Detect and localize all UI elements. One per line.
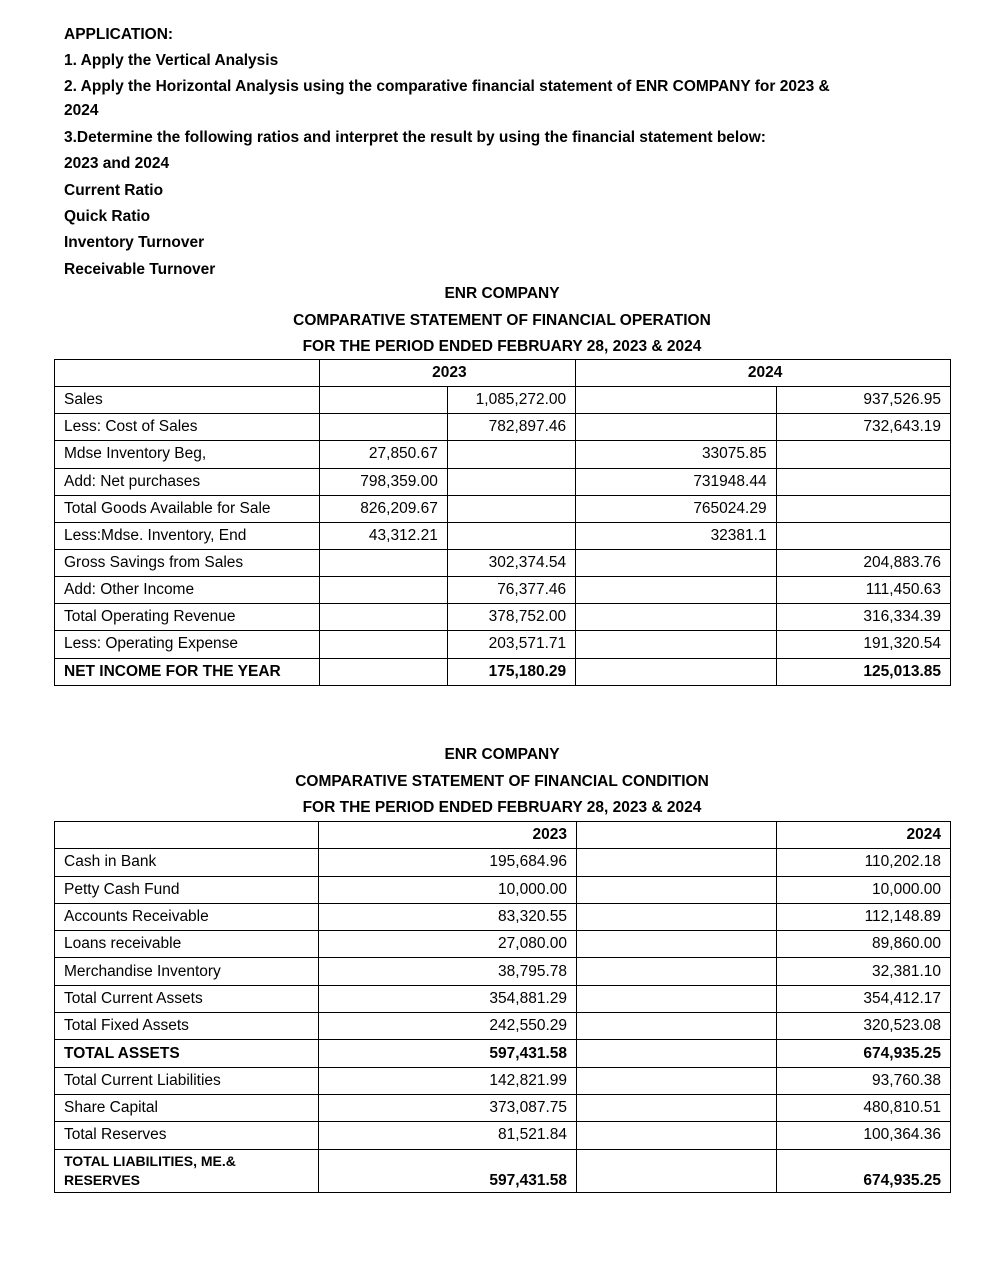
value-2024-detail: 33075.85 — [576, 441, 776, 468]
value-2023: 597,431.58 — [319, 1149, 577, 1192]
value-2024: 10,000.00 — [777, 876, 951, 903]
value-2023-total — [447, 522, 575, 549]
row-label: NET INCOME FOR THE YEAR — [55, 658, 320, 685]
value-2024-detail: 731948.44 — [576, 468, 776, 495]
header-blank — [55, 360, 320, 387]
operation-period: FOR THE PERIOD ENDED FEBRUARY 28, 2023 & 2024 — [302, 338, 702, 355]
condition-table — [54, 821, 951, 1193]
table-row — [55, 1067, 951, 1094]
value-2024-detail — [576, 414, 776, 441]
row-label: Add: Net purchases — [55, 468, 320, 495]
blank-cell — [577, 1013, 777, 1040]
condition-title: COMPARATIVE STATEMENT OF FINANCIAL CONDITION — [295, 772, 709, 790]
value-2023: 27,080.00 — [319, 931, 577, 958]
blank-cell — [577, 849, 777, 876]
table-row — [55, 604, 951, 631]
value-2024-detail — [576, 577, 776, 604]
value-2024-total: 316,334.39 — [776, 604, 950, 631]
value-2023-total — [447, 495, 575, 522]
instruction-1: 1. Apply the Vertical Analysis — [64, 52, 279, 70]
value-2024: 674,935.25 — [777, 1040, 951, 1067]
value-2024-total — [776, 468, 950, 495]
table-row — [55, 495, 951, 522]
blank-cell — [577, 958, 777, 985]
value-2024-detail: 32381.1 — [576, 522, 776, 549]
value-2023-detail — [319, 414, 447, 441]
ratio-receivable-turnover: Receivable Turnover — [64, 260, 216, 278]
row-label: Petty Cash Fund — [55, 876, 319, 903]
row-label: Cash in Bank — [55, 849, 319, 876]
value-2024-total: 191,320.54 — [776, 631, 950, 658]
value-2024: 89,860.00 — [777, 931, 951, 958]
table-row — [55, 1013, 951, 1040]
row-label: Total Current Assets — [55, 985, 319, 1012]
row-label: Gross Savings from Sales — [55, 549, 320, 576]
condition-header-row — [55, 822, 951, 849]
ratio-quick: Quick Ratio — [64, 208, 151, 226]
instructions — [64, 22, 944, 283]
ratio-current: Current Ratio — [64, 181, 164, 199]
value-2024: 112,148.89 — [777, 903, 951, 930]
table-row — [55, 631, 951, 658]
value-2023-detail: 43,312.21 — [319, 522, 447, 549]
value-2023-total: 203,571.71 — [447, 631, 575, 658]
table-row — [55, 468, 951, 495]
blank-cell — [577, 931, 777, 958]
table-row — [55, 414, 951, 441]
value-2024-total: 125,013.85 — [776, 658, 950, 685]
condition-year-2023: 2023 — [319, 822, 577, 849]
row-label: Total Reserves — [55, 1122, 319, 1149]
blank-cell — [577, 985, 777, 1012]
value-2024: 480,810.51 — [777, 1094, 951, 1121]
row-label: Less:Mdse. Inventory, End — [55, 522, 320, 549]
blank-cell — [577, 1094, 777, 1121]
row-label: Share Capital — [55, 1094, 319, 1121]
value-2023: 242,550.29 — [319, 1013, 577, 1040]
row-label: Accounts Receivable — [55, 903, 319, 930]
operation-year-2024: 2024 — [576, 360, 951, 387]
row-label: Total Operating Revenue — [55, 604, 320, 631]
value-2023: 354,881.29 — [319, 985, 577, 1012]
instruction-years: 2023 and 2024 — [64, 155, 170, 173]
value-2023: 83,320.55 — [319, 903, 577, 930]
blank-cell — [577, 903, 777, 930]
blank-cell — [577, 1149, 777, 1192]
value-2024-total — [776, 441, 950, 468]
table-row — [55, 441, 951, 468]
table-row — [55, 387, 951, 414]
row-label: Total Current Liabilities — [55, 1067, 319, 1094]
table-row — [55, 549, 951, 576]
condition-heading — [0, 742, 1000, 822]
condition-company-name: ENR COMPANY — [444, 746, 560, 763]
value-2024: 354,412.17 — [777, 985, 951, 1012]
instruction-2-line-b: 2024 — [64, 101, 99, 119]
header-blank — [577, 822, 777, 849]
value-2024-detail — [576, 604, 776, 631]
blank-cell — [577, 1067, 777, 1094]
table-row — [55, 985, 951, 1012]
value-2023-total: 302,374.54 — [447, 549, 575, 576]
table-row — [55, 903, 951, 930]
table-row — [55, 849, 951, 876]
value-2023-detail: 826,209.67 — [319, 495, 447, 522]
operation-company-name: ENR COMPANY — [444, 285, 560, 302]
table-row — [55, 1149, 951, 1192]
value-2023: 597,431.58 — [319, 1040, 577, 1067]
value-2023-total — [447, 468, 575, 495]
value-2024-detail — [576, 387, 776, 414]
operation-table — [54, 359, 951, 686]
value-2024-detail — [576, 549, 776, 576]
operation-year-2023: 2023 — [319, 360, 576, 387]
operation-header-row — [55, 360, 951, 387]
row-label: TOTAL ASSETS — [55, 1040, 319, 1067]
value-2023: 373,087.75 — [319, 1094, 577, 1121]
instruction-3: 3.Determine the following ratios and interpret the result by using the financial statement below: — [64, 128, 766, 146]
application-title: APPLICATION: — [64, 26, 174, 43]
value-2023-detail: 27,850.67 — [319, 441, 447, 468]
header-blank — [55, 822, 319, 849]
row-label: Total Goods Available for Sale — [55, 495, 320, 522]
value-2024: 110,202.18 — [777, 849, 951, 876]
value-2023-total: 175,180.29 — [447, 658, 575, 685]
value-2024-total — [776, 522, 950, 549]
value-2023-detail — [319, 604, 447, 631]
value-2023-detail — [319, 387, 447, 414]
value-2023-detail — [319, 658, 447, 685]
row-label: Less: Cost of Sales — [55, 414, 320, 441]
value-2023: 195,684.96 — [319, 849, 577, 876]
value-2024: 674,935.25 — [777, 1149, 951, 1192]
row-label: Sales — [55, 387, 320, 414]
value-2024-detail: 765024.29 — [576, 495, 776, 522]
value-2023-detail — [319, 577, 447, 604]
value-2023: 10,000.00 — [319, 876, 577, 903]
table-row — [55, 522, 951, 549]
value-2024-detail — [576, 631, 776, 658]
value-2024: 93,760.38 — [777, 1067, 951, 1094]
value-2023-total: 1,085,272.00 — [447, 387, 575, 414]
instruction-2-line-a: 2. Apply the Horizontal Analysis using the comparative financial statement of ENR COMPANY for 2023 & — [64, 77, 830, 95]
value-2023: 142,821.99 — [319, 1067, 577, 1094]
value-2024-total: 111,450.63 — [776, 577, 950, 604]
row-label: Add: Other Income — [55, 577, 320, 604]
row-label-line-2: RESERVES — [64, 1171, 140, 1188]
blank-cell — [577, 1122, 777, 1149]
condition-period: FOR THE PERIOD ENDED FEBRUARY 28, 2023 & 2024 — [302, 799, 702, 816]
value-2023-detail — [319, 549, 447, 576]
value-2024: 32,381.10 — [777, 958, 951, 985]
row-label: Merchandise Inventory — [55, 958, 319, 985]
value-2023-total: 76,377.46 — [447, 577, 575, 604]
condition-year-2024: 2024 — [777, 822, 951, 849]
instruction-2 — [64, 75, 944, 123]
ratio-inventory-turnover: Inventory Turnover — [64, 234, 205, 252]
row-label-line-1: TOTAL LIABILITIES, ME.& — [64, 1152, 236, 1169]
value-2023: 81,521.84 — [319, 1122, 577, 1149]
value-2024-detail — [576, 658, 776, 685]
operation-title: COMPARATIVE STATEMENT OF FINANCIAL OPERATION — [293, 311, 711, 329]
table-row — [55, 658, 951, 685]
blank-cell — [577, 1040, 777, 1067]
value-2023-detail — [319, 631, 447, 658]
table-row — [55, 876, 951, 903]
value-2023-total: 378,752.00 — [447, 604, 575, 631]
value-2024-total: 732,643.19 — [776, 414, 950, 441]
value-2024-total: 937,526.95 — [776, 387, 950, 414]
value-2023-total — [447, 441, 575, 468]
row-label: Loans receivable — [55, 931, 319, 958]
table-row — [55, 577, 951, 604]
value-2024: 320,523.08 — [777, 1013, 951, 1040]
value-2023-total: 782,897.46 — [447, 414, 575, 441]
row-label: Mdse Inventory Beg, — [55, 441, 320, 468]
value-2024-total — [776, 495, 950, 522]
table-row — [55, 1122, 951, 1149]
table-row — [55, 1094, 951, 1121]
row-label: Total Fixed Assets — [55, 1013, 319, 1040]
value-2023-detail: 798,359.00 — [319, 468, 447, 495]
row-label: Less: Operating Expense — [55, 631, 320, 658]
table-row — [55, 1040, 951, 1067]
row-label — [55, 1149, 319, 1192]
blank-cell — [577, 876, 777, 903]
value-2024: 100,364.36 — [777, 1122, 951, 1149]
table-row — [55, 931, 951, 958]
table-row — [55, 958, 951, 985]
operation-heading — [0, 281, 1000, 361]
value-2024-total: 204,883.76 — [776, 549, 950, 576]
value-2023: 38,795.78 — [319, 958, 577, 985]
